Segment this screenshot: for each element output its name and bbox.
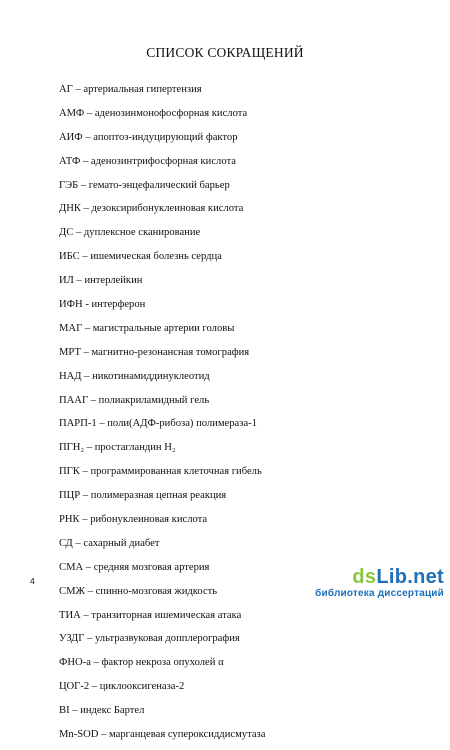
- abbreviation-item: [59, 224, 450, 248]
- abbreviation-definition: поли(АДФ-рибоза) полимераза-1: [107, 418, 257, 430]
- abbreviation-item: [59, 535, 450, 559]
- abbreviation-separator: –: [82, 322, 93, 334]
- abbreviation-separator: –: [84, 585, 96, 597]
- abbreviation-item: [59, 463, 450, 487]
- abbreviation-separator: –: [73, 275, 85, 287]
- page-title: СПИСОК СОКРАЩЕНИЙ: [146, 45, 304, 60]
- abbreviation-item: [59, 368, 450, 392]
- abbreviation-definition: спинно-мозговая жидкость: [95, 585, 218, 597]
- abbreviation-definition: средняя мозговая артерия: [93, 561, 210, 573]
- abbreviation-term: РНК: [59, 514, 80, 526]
- page-number: 4: [30, 576, 35, 586]
- abbreviation-term: СМЖ: [59, 585, 85, 597]
- abbreviation-term: СД: [59, 537, 73, 549]
- watermark-brand: [315, 566, 444, 588]
- abbreviation-term: Mn-SOD: [59, 729, 99, 741]
- abbreviation-definition: аденозинмонофосфорная кислота: [94, 107, 248, 119]
- abbreviation-term: АМФ: [59, 107, 85, 119]
- abbreviation-separator: –: [79, 251, 91, 263]
- abbreviation-separator: –: [89, 681, 100, 693]
- abbreviation-term: ПАРП-1: [59, 418, 97, 430]
- abbreviation-definition: артериальная гипертензия: [83, 84, 202, 95]
- abbreviation-separator: –: [80, 203, 92, 215]
- abbreviation-term: ДС: [59, 227, 74, 239]
- abbreviation-item: [59, 272, 450, 296]
- abbreviation-term: ГЭБ: [59, 179, 79, 191]
- abbreviation-item: [59, 415, 450, 439]
- abbreviation-term: МРТ: [59, 346, 81, 358]
- abbreviation-separator: –: [80, 490, 91, 502]
- abbreviation-definition: гемато-энцефалический барьер: [88, 179, 230, 191]
- abbreviation-item: [59, 177, 450, 201]
- abbreviation-separator: –: [82, 131, 94, 143]
- abbreviation-definition: рибонуклеиновая кислота: [90, 514, 208, 526]
- abbreviation-definition: дуплексное сканирование: [83, 227, 201, 239]
- abbreviation-term: ТИА: [59, 609, 81, 621]
- watermark-brand-lib: Lib: [376, 566, 408, 588]
- watermark-brand-ds: ds: [352, 566, 377, 588]
- abbreviation-item: [59, 81, 450, 105]
- abbreviation-separator: –: [90, 657, 102, 669]
- abbreviation-definition: ультразвуковая допплерография: [94, 633, 240, 645]
- abbreviation-definition: полиакриламидный гель: [98, 394, 210, 406]
- abbreviation-definition: никотинамиддинуклеотид: [92, 370, 210, 382]
- abbreviation-definition: дезоксирибонуклеиновая кислота: [91, 203, 244, 215]
- abbreviation-term: ИБС: [59, 251, 80, 263]
- abbreviation-separator: –: [80, 155, 91, 167]
- abbreviation-separator: –: [84, 633, 95, 645]
- abbreviation-item: [59, 511, 450, 535]
- abbreviation-term: НАД: [59, 370, 82, 382]
- abbreviation-list: [59, 81, 450, 750]
- abbreviation-definition: простагландин H₂: [94, 442, 176, 454]
- abbreviation-definition: полимеразная цепная реакция: [90, 490, 227, 502]
- abbreviation-definition: аденозинтрифосфорная кислота: [90, 155, 236, 167]
- abbreviation-item: [59, 105, 450, 129]
- abbreviation-item: [59, 392, 450, 416]
- abbreviation-term: АИФ: [59, 131, 83, 143]
- abbreviation-item: [59, 607, 450, 631]
- abbreviation-definition: фактор некроза опухолей α: [101, 657, 224, 669]
- abbreviation-definition: ишемическая болезнь сердца: [90, 251, 222, 263]
- abbreviation-term: ПААГ: [59, 394, 89, 406]
- abbreviation-term: МАГ: [59, 322, 83, 334]
- abbreviation-item: [59, 200, 450, 224]
- abbreviation-definition: магистральные артерии головы: [92, 322, 235, 334]
- abbreviation-item: [59, 630, 450, 654]
- abbreviation-separator: –: [79, 514, 91, 526]
- abbreviation-item: [59, 296, 450, 320]
- abbreviation-item: [59, 344, 450, 368]
- abbreviation-definition: магнитно-резонансная томография: [91, 346, 250, 358]
- abbreviation-item: [59, 487, 450, 511]
- abbreviation-separator: –: [80, 346, 92, 358]
- abbreviation-separator: –: [80, 609, 92, 621]
- abbreviation-definition: интерлейкин: [84, 275, 143, 287]
- abbreviation-term: ИЛ: [59, 275, 74, 287]
- abbreviation-term: ЦОГ-2: [59, 681, 90, 693]
- abbreviation-item: [59, 702, 450, 726]
- abbreviation-definition: апоптоз-индуцирующий фактор: [93, 131, 238, 143]
- abbreviation-separator: –: [84, 107, 95, 119]
- abbreviation-separator: –: [83, 561, 94, 573]
- abbreviation-separator: –: [84, 442, 95, 454]
- abbreviation-definition: сахарный диабет: [83, 537, 160, 549]
- abbreviation-item: [59, 248, 450, 272]
- abbreviation-separator: –: [81, 370, 93, 382]
- abbreviation-item: [59, 129, 450, 153]
- abbreviation-term: АГ: [59, 84, 73, 95]
- abbreviation-item: [59, 153, 450, 177]
- abbreviation-term: ПЦР: [59, 490, 81, 502]
- abbreviation-definition: интерферон: [91, 299, 146, 311]
- abbreviation-definition: марганцевая супероксиддисмутаза: [109, 729, 266, 741]
- abbreviation-separator: –: [79, 466, 91, 478]
- abbreviation-separator: –: [98, 729, 110, 741]
- abbreviation-term: УЗДГ: [59, 633, 85, 645]
- watermark-tagline: библиотека диссертаций: [315, 588, 444, 599]
- abbreviation-item: [59, 439, 450, 463]
- abbreviation-definition: индекс Бартел: [80, 705, 145, 717]
- abbreviation-separator: –: [69, 705, 81, 717]
- abbreviation-separator: –: [73, 227, 84, 239]
- abbreviation-definition: циклооксигеназа-2: [99, 681, 185, 693]
- abbreviation-separator: –: [72, 537, 84, 549]
- watermark-brand-net: .net: [407, 566, 444, 588]
- watermark-logo[interactable]: [315, 566, 444, 600]
- abbreviation-term: ФНО-а: [59, 657, 91, 669]
- abbreviation-separator: -: [82, 299, 92, 311]
- abbreviation-item: [59, 726, 450, 750]
- abbreviation-term: ПГК: [59, 466, 80, 478]
- abbreviation-separator: –: [88, 394, 99, 406]
- abbreviation-separator: –: [96, 418, 108, 430]
- abbreviation-term: ПГН₂: [59, 442, 85, 454]
- abbreviation-definition: транзиторная ишемическая атака: [91, 609, 242, 621]
- abbreviation-term: ДНК: [59, 203, 81, 215]
- abbreviation-term: АТФ: [59, 155, 81, 167]
- abbreviation-separator: –: [72, 84, 84, 95]
- abbreviation-item: [59, 320, 450, 344]
- abbreviation-term: BI: [59, 705, 70, 717]
- abbreviation-separator: –: [78, 179, 89, 191]
- abbreviation-item: [59, 678, 450, 702]
- abbreviation-definition: программированная клеточная гибель: [90, 466, 262, 478]
- abbreviation-term: ИФН: [59, 299, 83, 311]
- abbreviation-item: [59, 654, 450, 678]
- abbreviation-term: СМА: [59, 561, 84, 573]
